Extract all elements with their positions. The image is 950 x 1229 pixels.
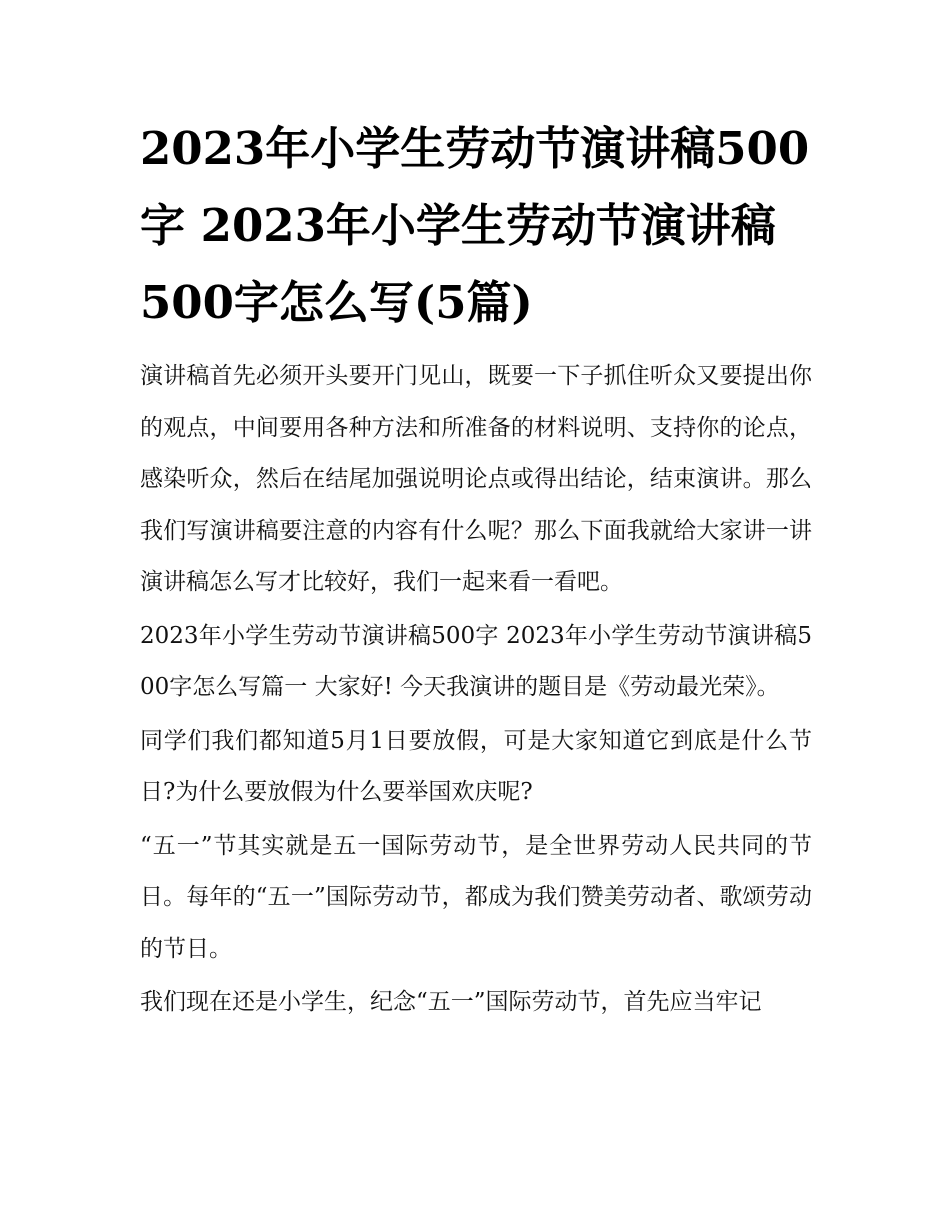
paragraph-may-day-question: 同学们我们都知道5月1日要放假，可是大家知道它到底是什么节日?为什么要放假为什么要举国欢庆呢? (140, 727, 812, 805)
paragraph-may-day-explanation: “五一”节其实就是五一国际劳动节，是全世界劳动人民共同的节日。每年的“五一”国际劳动节，都成为我们赞美劳动者、歌颂劳动的节日。 (140, 832, 812, 962)
paragraph-students-commemorate: 我们现在还是小学生，纪念“五一”国际劳动节，首先应当牢记 (140, 989, 762, 1015)
paragraph-intro: 演讲稿首先必须开头要开门见山，既要一下子抓住听众又要提出你的观点，中间要用各种方法和所准备的材料说明、支持你的论点，感染听众，然后在结尾加强说明论点或得出结论，结束演讲。那么我们写演讲稿要注意的内容有什么呢？那么下面我就给大家讲一讲演讲稿怎么写才比较好，我们一起来看一看吧。 (140, 363, 812, 595)
paragraph-speech-opening: 2023年小学生劳动节演讲稿500字 2023年小学生劳动节演讲稿500字怎么写篇一 大家好! 今天我演讲的题目是《劳动最光荣》。 (140, 622, 812, 700)
document-title: 2023年小学生劳动节演讲稿500字 2023年小学生劳动节演讲稿500字怎么写(5篇) (140, 122, 810, 329)
document-page (140, 110, 812, 1031)
